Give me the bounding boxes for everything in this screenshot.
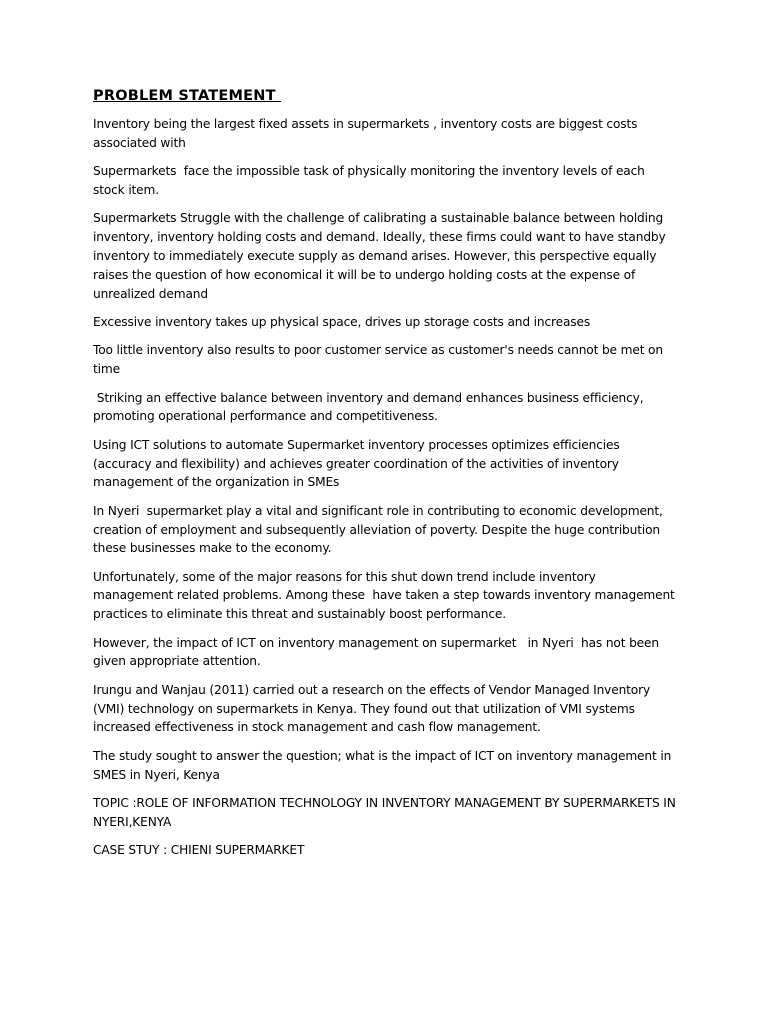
paragraph-monitoring-task: Supermarkets face the impossible task of physically monitoring the inventory levels of each stock item. [93,164,649,197]
paragraph-excessive-inventory: Excessive inventory takes up physical space, drives up storage costs and increases [93,314,591,329]
problem-statement-heading: PROBLEM STATEMENT [93,88,281,104]
paragraph-nyeri-supermarkets: In Nyeri supermarket play a vital and significant role in contributing to economic development, creation of employment and subsequently alleviation of poverty. Despite the huge contribution these businesses make to the economy. [93,503,667,556]
paragraph-ict-solutions: Using ICT solutions to automate Supermarket inventory processes optimizes efficiencies (accuracy and flexibility) and achieves greater coordination of the activities of inventory management of the organization in SMEs [93,437,620,490]
paragraph-irungu-wanjau: Irungu and Wanjau (2011) carried out a research on the effects of Vendor Managed Inventory (VMI) technology on supermarkets in Kenya. They found out that utilization of VMI systems increased effectiveness in stock management and cash flow management. [93,682,651,735]
paragraph-inventory-costs: Inventory being the largest fixed assets in supermarkets , inventory costs are biggest costs associated with [93,117,638,150]
paragraph-shut-down-trend: Unfortunately, some of the major reasons for this shut down trend include inventory management related problems. Among these have taken a step towards inventory management practices to eliminate this threat and sustainably boost performance. [93,569,679,622]
paragraph-study-question: The study sought to answer the question; what is the impact of ICT on inventory management in SMES in Nyeri, Kenya [93,748,672,782]
paragraph-impact-of-ict: However, the impact of ICT on inventory management on supermarket in Nyeri has not been given appropriate attention. [93,635,663,669]
paragraph-calibrating-balance: Supermarkets Struggle with the challenge of calibrating a sustainable balance between holding inventory, inventory holding costs and demand. Ideally, these firms could want to have standby inventory to immediately execute supply as demand arises. However, this perspective equally raises the question of how economical it will be to undergo holding costs at the expense of unrealized demand [93,211,666,301]
paragraph-topic: TOPIC :ROLE OF INFORMATION TECHNOLOGY IN INVENTORY MANAGEMENT BY SUPERMARKETS IN NYERI,KENYA [93,796,676,829]
document-page [93,86,678,870]
paragraph-too-little-inventory: Too little inventory also results to poor customer service as customer's needs cannot be met on time [93,343,663,377]
paragraph-effective-balance: Striking an effective balance between inventory and demand enhances business efficiency, promoting operational performance and competitiveness. [93,390,648,424]
paragraph-case-study: CASE STUY : CHIENI SUPERMARKET [93,843,305,858]
